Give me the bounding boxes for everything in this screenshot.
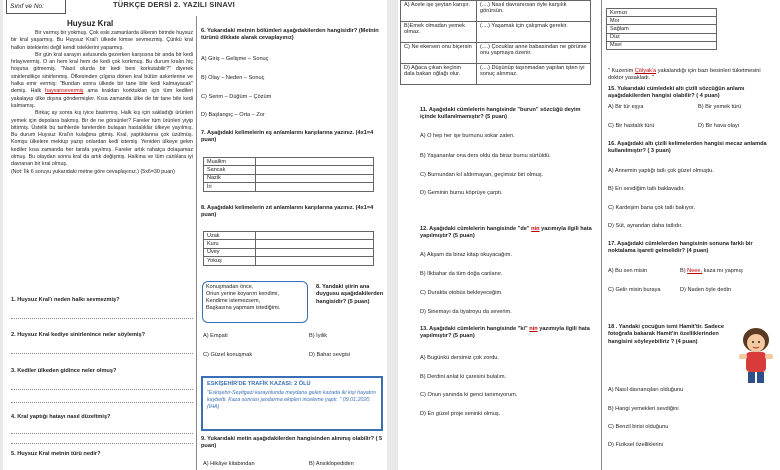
word-cell: Mor: [607, 17, 717, 25]
question-16: 16. Aşağıdaki altı çizili kelimelerden hangisi mecaz anlamda kullanılmıştır? ( 3 puan): [608, 141, 767, 155]
poem-box: [202, 281, 308, 323]
q12-option-c[interactable]: C) Durakta otobüs bekleyeceğim.: [420, 290, 503, 296]
proverb-cell: A) Acele işe şeytan karışır.: [401, 1, 477, 22]
q8b-option-d[interactable]: D) Bahar sevgisi: [309, 352, 351, 358]
q12-option-a[interactable]: A) Akşam da biraz kitap okuyacağım.: [420, 252, 513, 258]
question-3: 3. Kediler ülkeden gidince neler olmuş?: [11, 368, 117, 374]
q16-option-c[interactable]: C) Kardeşim bana çok tatlı bakıyor.: [608, 205, 696, 211]
answer-cell[interactable]: [256, 158, 374, 166]
child-illustration: [733, 326, 779, 386]
question-1: 1. Huysuz Kral'ı neden halkı sevmezmiş?: [11, 297, 120, 303]
q15-option-a[interactable]: A) Bir tür eşya: [608, 104, 644, 110]
q8b-option-c[interactable]: C) Güzel konuşmak: [203, 352, 253, 358]
question-8: 8. Aşağıdaki kelimelerin zıt anlamlarını karşılarına yazınız. (4x1=4 puan): [201, 205, 374, 219]
q6-option-a[interactable]: A) Giriş – Gelişme – Sonuç: [201, 56, 269, 62]
word-cell: Sancak: [204, 166, 256, 174]
q17-option-c[interactable]: C) Gelir misin buraya: [608, 287, 661, 293]
misspelled-word: hayvansevermiş: [45, 88, 84, 95]
proverb-cell: B)Emek olmadan yemek olmaz.: [401, 22, 477, 43]
poem-line: Onun yerine koyarım kendimi,: [206, 291, 280, 298]
q18-option-c[interactable]: C) Benzil birisi olduğunu: [608, 424, 669, 430]
answer-line[interactable]: [11, 433, 193, 434]
word-list-table: [606, 8, 717, 50]
story-note: (Not: İlk 6 soruyu yukarıdaki metne göre cevaplayınız.) (5x6=30 puan): [11, 168, 175, 175]
meaning-cell[interactable]: (....) Çocuklar anne babasından ne görürse onu yapmaya özenir.: [477, 43, 591, 64]
answer-cell[interactable]: [256, 232, 374, 240]
news-box: [201, 376, 383, 431]
q15-option-b[interactable]: B) Bir yemek türü: [698, 104, 742, 110]
answer-cell[interactable]: [256, 183, 374, 191]
word-cell: Sağlam: [607, 25, 717, 33]
word-cell: Üvey: [204, 248, 256, 256]
answer-line[interactable]: [11, 389, 193, 390]
q8b-option-b[interactable]: B) İyilik: [309, 333, 328, 339]
antonym-table: [203, 231, 374, 266]
answer-line[interactable]: [11, 443, 193, 444]
q18-option-b[interactable]: B) Hangi yemekleri sevdiğini: [608, 406, 679, 412]
q17-option-a[interactable]: A) Bu sen misin: [608, 268, 648, 274]
q11-option-d[interactable]: D) Geminin burnu köprüye çarptı.: [420, 190, 503, 196]
meaning-cell[interactable]: (....) Nasıl davranırsan öyle karşılık görürsün.: [477, 1, 591, 22]
word-cell: Nazik: [204, 174, 256, 182]
story-paragraph: Birkaç ay sonra kış iyice bastırmış. Halk kış için sakladığı ürünleri yemek için depolara bakmış. Bir de ne görsünler? Fareler tüm ürünleri yiyip bitirmiş. Üstelik bu tarihlerde farelerden bulaşan hastalıklar ülkeye yayılmış. Bu durum Huysuz Kral'ın kulağına gitmiş. Kral, yaptıklarına çok üzülmüş. Komşu ülkelere mektup yazıp onlardan kedi istemiş. Yeniden ülkeye gelen kediler kısa zamanda her tarafa yayılmış. Fareler artık rahatça dolaşamaz olmuş. Bu olaydan sonra kral da artık değişmiş. Halkına ve tüm canlılara iyi davranan bir kral olmuş.: [11, 110, 193, 168]
kuzenim-sentence: " Kuzenim Çölyak'a yakalandığı için bazı besinleri tüketmesini doktor yasakladı. ": [608, 68, 761, 82]
question-15: 15. Yukarıdaki cümledeki altı çizili sözcüğün anlamı aşağıdakilerden hangisi olabilir? ( 4 puan): [608, 86, 745, 100]
q15-option-d[interactable]: D) Bir hava olayı: [698, 123, 740, 129]
word-cell: Mavi: [607, 41, 717, 49]
story-title: Huysuz Kral: [67, 19, 114, 28]
q18-option-d[interactable]: D) Fiziksel özelliklerini: [608, 442, 664, 448]
word-cell: Yokuş: [204, 257, 256, 265]
q6-option-d[interactable]: D) Başlangıç – Orta – Zor: [201, 112, 265, 118]
news-body: "Eskişehir-Seyitgazi karayolunda meydana gelen kazada iki kişi hayatını kaybetti. Kaza sonrası jandarma ekipleri inceleme yaptı. " 09.01.2020. (İHA): [207, 390, 377, 411]
class-label: Sınıf ve No:: [10, 3, 44, 10]
meaning-cell[interactable]: (....) Yaşamak için çalışmak gerekir.: [477, 22, 591, 43]
synonym-table: [203, 157, 374, 192]
q16-option-b[interactable]: B) En sevdiğim tatlı baklavadır.: [608, 186, 685, 192]
question-5: 5. Huysuz Kral metnin türü nedir?: [11, 451, 101, 457]
question-9: 9. Yukarıdaki metin aşağıdakilerden hangisinden alınmış olabilir? ( 5 puan): [201, 436, 383, 450]
answer-line[interactable]: [11, 402, 193, 403]
q12-option-b[interactable]: B) İlkbahar da tüm doğa canlanır.: [420, 271, 503, 277]
word-cell: Muallim: [204, 158, 256, 166]
class-number-box: [6, 0, 66, 14]
news-title: ESKİŞEHİR'DE TRAFİK KAZASI: 2 ÖLÜ: [207, 381, 311, 387]
answer-cell[interactable]: [256, 240, 374, 248]
column-divider: [196, 16, 197, 470]
poem-line: Başkasına yapmam istediğimi.: [206, 305, 281, 312]
q13-option-a[interactable]: A) Bugünkü dersimiz çok zordu.: [420, 355, 499, 361]
q9-option-a[interactable]: A) Hikâye kitabından: [203, 461, 255, 467]
child-photo: [733, 326, 779, 386]
q13-option-b[interactable]: B) Derdini anlat ki çaresini bulalım.: [420, 374, 507, 380]
q18-option-a[interactable]: A) Nasıl davranışları olduğunu: [608, 387, 684, 393]
exam-page-1: [3, 0, 387, 470]
word-cell: Kuru: [204, 240, 256, 248]
question-6: 6. Yukarıdaki metnin bölümleri aşağıdakilerden hangisidir? (Metnin türünü dikkate alarak cevaplayınız): [201, 28, 379, 42]
q15-option-c[interactable]: C) Bir hastalık türü: [608, 123, 655, 129]
story-text: [11, 30, 193, 176]
q13-option-d[interactable]: D) En güzel proje seninki olmuş.: [420, 411, 501, 417]
q9-option-b[interactable]: B) Ansiklopediden: [309, 461, 354, 467]
q11-option-c[interactable]: C) Burnundan kıl aldırmayan, geçimsiz biri olmuş.: [420, 172, 544, 178]
answer-cell[interactable]: [256, 257, 374, 265]
proverb-cell: C) Ne ekersen onu biçersin: [401, 43, 477, 64]
q13-option-c[interactable]: C) Onun yanında ki genci tanımıyorum.: [420, 392, 518, 398]
q11-option-a[interactable]: A) O hep her işe burnunu sokar zaten.: [420, 133, 515, 139]
question-7: 7. Aşağıdaki kelimelerin eş anlamlarını karşılarına yazınız. (4x1=4 puan): [201, 130, 374, 144]
exam-page-2: [398, 0, 780, 470]
question-4: 4. Kral yaptığı hatayı nasıl düzeltmiş?: [11, 414, 111, 420]
word-cell: Düz: [607, 33, 717, 41]
question-11: 11. Aşağıdaki cümlelerin hangisinde "burun" sözcüğü deyim içinde kullanılmamıştır? (5 puan): [420, 107, 581, 121]
answer-cell[interactable]: [256, 174, 374, 182]
word-cell: Kırmızı: [607, 9, 717, 17]
q16-option-a[interactable]: A) Annemin yaptığı tatlı çok güzel olmuştu.: [608, 168, 714, 174]
question-13: 13. Aşağıdaki cümlelerin hangisinde "ki" nin yazımıyla ilgili hata yapılmıştır? (5 puan): [420, 326, 590, 340]
story-paragraph: Bir gün kral sarayın avlusunda gezerken karşısına bir anda bir kedi fırlayıvermiş. O an hem kral hem de kedi çok korkmuş. Bu durum kralın hiç hoşuna gitmemiş. "Nasıl olurda bir kedi beni korkutabilir?" diyerek sinirlendikçe sinirlenmiş. Öfkesinden çılgına dönen kral bütün askerlerine ve halka emir vermiş: "Bundan sonra ülkede bir tane bile kedi kalmayacak" demiş. Halk hayvansevermiş ama kraldan korktukları için tüm kedileri yakalayıp ülke dışına göndermişler. Kısa zamanda ülke de bir tane bile kedi kalmamış.: [11, 51, 193, 109]
story-paragraph: Bir varmış bir yokmuş. Çok eski zamanlarda ülkenin birinde huysuz bir kral yaşarmış. Bu Huysuz Kral'ı ülkede kimse sevmezmiş. Çünkü kral halkın isteklerini değil kendi isteklerini yaparmış.: [11, 30, 193, 51]
q12-option-d[interactable]: D) Sinemayı da tiyatroyu da severim.: [420, 309, 512, 315]
q16-option-d[interactable]: D) Süt, ayrandan daha tatlıdır.: [608, 223, 683, 229]
q6-option-b[interactable]: B) Olay – Neden – Sonuç: [201, 75, 265, 81]
poem-line: Kendime istemezsem,: [206, 298, 261, 305]
question-18: 18 . Yandaki çocuğun ismi Hamit'tir. Sadece fotoğrafa bakarak Hamit'in özelliklerinden hangisini söyleyebiliriz ? (4 puan): [608, 324, 724, 345]
meaning-cell[interactable]: (....) Düşünüp taşınmadan yapılan işten iyi sonuç alınmaz.: [477, 64, 591, 85]
answer-line[interactable]: [11, 318, 193, 319]
column-divider: [601, 0, 602, 470]
q17-option-d[interactable]: D) Naden öyle dedin: [680, 287, 731, 293]
q6-option-c[interactable]: C) Serim – Düğüm – Çözüm: [201, 94, 272, 100]
q11-option-b[interactable]: B) Yaşananlar ona ders oldu da biraz burnu sürtüldü.: [420, 153, 551, 159]
poem-line: Konuşmadan önce,: [206, 284, 254, 290]
q17-option-b[interactable]: B) Neee, kaza mı yapmış: [680, 268, 743, 274]
question-12: 12. Aşağıdaki cümlelerin hangisinde "de" nin yazımıyla ilgili hata yapılmıştır? (5 puan): [420, 226, 592, 240]
word-cell: İri: [204, 183, 256, 191]
question-2: 2. Huysuz Kral kediye sinirlenince neler söylemiş?: [11, 332, 145, 338]
question-8b: 8. Yandaki şiirin ana duygusu aşağıdakilerden hangisidir? (5 puan): [316, 284, 384, 305]
word-cell: Uzak: [204, 232, 256, 240]
answer-cell[interactable]: [256, 166, 374, 174]
exam-title: TÜRKÇE DERSİ 2. YAZILI SINAVI: [113, 0, 235, 9]
question-17: 17. Aşağıdaki cümlelerden hangisinin sonuna farklı bir noktalama işareti gelmelidir? (4 puan): [608, 241, 753, 255]
proverb-match-table: [400, 0, 591, 85]
q8b-option-a[interactable]: A) Empati: [203, 333, 228, 339]
proverb-cell: D) Ağaca çıkan keçinin dala bakan oğlağı olur.: [401, 64, 477, 85]
answer-line[interactable]: [11, 353, 193, 354]
answer-cell[interactable]: [256, 248, 374, 256]
